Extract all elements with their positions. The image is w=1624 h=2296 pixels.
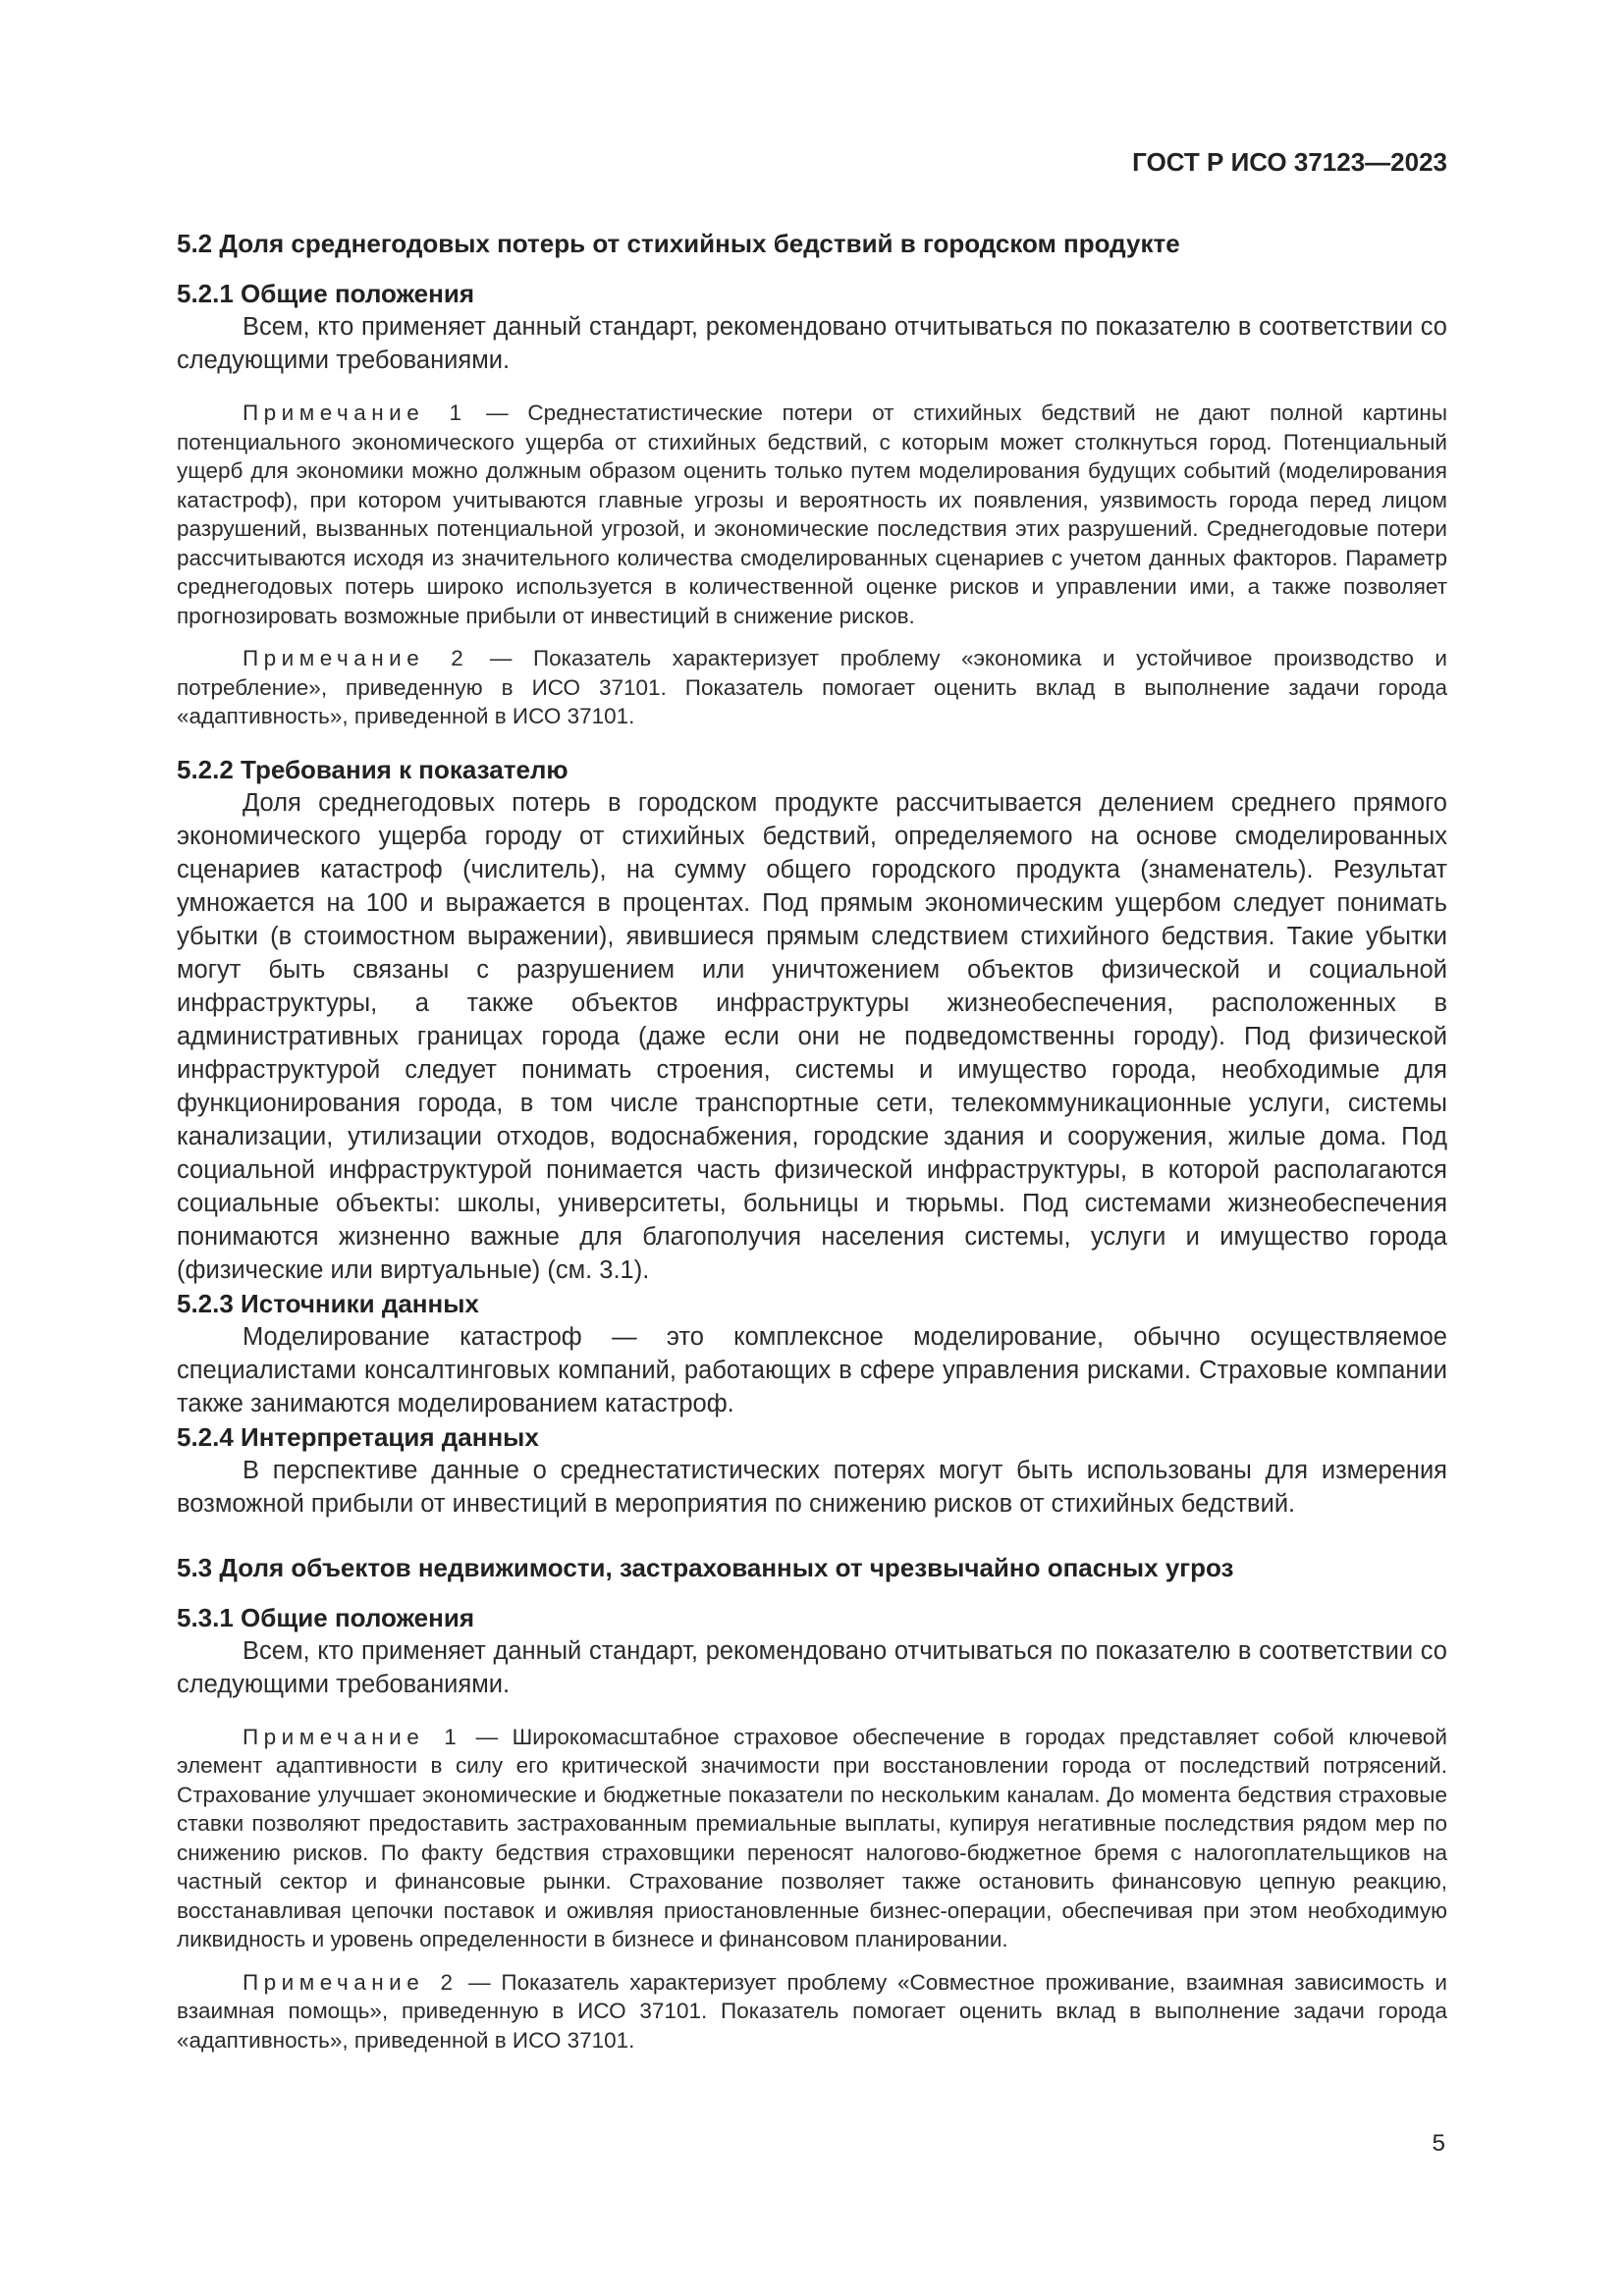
section-5-2-2-title: 5.2.2 Требования к показателю xyxy=(177,754,568,784)
section-5-2-1-title: 5.2.1 Общие положения xyxy=(177,279,474,308)
document-id: ГОСТ Р ИСО 37123—2023 xyxy=(1132,147,1447,177)
note-label: Примечание 1 xyxy=(243,1724,462,1749)
section-5-2-3-title: 5.2.3 Источники данных xyxy=(177,1288,479,1318)
note-label: Примечание 1 xyxy=(243,400,467,425)
note-label: Примечание 2 xyxy=(243,646,469,670)
section-5-3-1-note-1 xyxy=(177,1723,1447,1954)
note-text: — Показатель характеризует проблему «экономика и устойчивое производство и потребление», приведенную в ИСО 37101. Показатель помогает оценить вклад в выполнение задачи города «адаптивность», приведенной в ИСО 37101. xyxy=(177,646,1447,728)
note-text: — Показатель характеризует проблему «Совместное проживание, взаимная зависимость и взаимная помощь», приведенную в ИСО 37101. Показатель помогает оценить вклад в выполнение задачи города «адаптивность», приведенной в ИСО 37101. xyxy=(177,1969,1447,2053)
section-5-2-2-text: Доля среднегодовых потерь в городском продукте рассчитывается делением среднего прямого экономического ущерба городу от стихийных бедствий, определяемого на основе смоделированных сценариев катастроф (числитель), на сумму общего городского продукта (знаменатель). Результат умножается на 100 и выражается в процентах. Под прямым экономическим ущербом следует понимать убытки (в стоимостном выражении), явившиеся прямым следствием стихийного бедствия. Такие убытки могут быть связаны с разрушением или уничтожением объектов физической и социальной инфраструктуры, а также объектов инфраструктуры жизнеобеспечения, расположенных в административных границах города (даже если они не подведомственны городу). Под физической инфраструктурой следует понимать строения, системы и имущество города, необходимые для функционирования города, в том числе транспортные сети, телекоммуникационные услуги, системы канализации, утилизации отходов, водоснабжения, городские здания и сооружения, жилые дома. Под социальной инфраструктурой понимается часть физической инфраструктуры, в которой располагаются социальные объекты: школы, университеты, больницы и тюрьмы. Под системами жизнеобеспечения понимаются жизненно важные для благополучия населения системы, услуги и имущество города (физические или виртуальные) (см. 3.1). xyxy=(177,788,1447,1284)
section-5-3-1-title: 5.3.1 Общие положения xyxy=(177,1602,474,1632)
page-content xyxy=(177,226,1447,2055)
section-5-2-4-title: 5.2.4 Интерпретация данных xyxy=(177,1421,539,1452)
section-5-2-3-text: Моделирование катастроф — это комплексное моделирование, обычно осуществляемое специалистами консалтинговых компаний, работающих в сфере управления рисками. Страховые компании также занимаются моделированием катастроф. xyxy=(177,1322,1447,1417)
section-5-2-1-note-1 xyxy=(177,399,1447,630)
page-number: 5 xyxy=(1432,2130,1445,2157)
section-5-3-1-text: Всем, кто применяет данный стандарт, рекомендовано отчитываться по показателю в соответствии со следующими требованиями. xyxy=(177,1636,1447,1698)
section-5-2-4-text: В перспективе данные о среднестатистических потерях могут быть использованы для измерения возможной прибыли от инвестиций в мероприятия по снижению рисков от стихийных бедствий. xyxy=(177,1456,1447,1518)
note-text: — Среднестатистические потери от стихийных бедствий не дают полной картины потенциального экономического ущерба от стихийных бедствий, с которым может столкнуться город. Потенциальный ущерб для экономики можно должным образом оценить только путем моделирования будущих событий (моделирования катастроф), при котором учитываются главные угрозы и вероятность их появления, уязвимость города перед лицом разрушений, вызванных потенциальной угрозой, и экономические последствия этих разрушений. Среднегодовые потери рассчитываются исходя из значительного количества смоделированных сценариев с учетом данных факторов. Параметр среднегодовых потерь широко используется в количественной оценке рисков и управлении ими, а также позволяет прогнозировать возможные прибыли от инвестиций в снижение рисков. xyxy=(177,400,1447,628)
section-5-3-title: 5.3 Доля объектов недвижимости, застрахованных от чрезвычайно опасных угроз xyxy=(177,1552,1234,1582)
section-5-2-title: 5.2 Доля среднегодовых потерь от стихийных бедствий в городском продукте xyxy=(177,229,1180,258)
note-text: — Широкомасштабное страховое обеспечение в городах представляет собой ключевой элемент адаптивности в силу его критической значимости при восстановлении города от последствий потрясений. Страхование улучшает экономические и бюджетные показатели по нескольким каналам. До момента бедствия страховые ставки позволяют предоставить застрахованным премиальные выплаты, купируя негативные последствия рядом мер по снижению рисков. По факту бедствия страховщики переносят налогово-бюджетное бремя с налогоплательщиков на частный сектор и финансовые рынки. Страхование позволяет также остановить финансовую цепную реакцию, восстанавливая цепочки поставок и оживляя приостановленные бизнес-операции, обеспечивая при этом необходимую ликвидность и уровень определенности в бизнесе и финансовом планировании. xyxy=(177,1724,1447,1951)
note-label: Примечание 2 xyxy=(243,1969,459,1995)
section-5-2-1-note-2 xyxy=(177,644,1447,731)
section-5-2-1-text: Всем, кто применяет данный стандарт, рекомендовано отчитываться по показателю в соответствии со следующими требованиями. xyxy=(177,313,1447,374)
section-5-3-1-note-2 xyxy=(177,1968,1447,2056)
